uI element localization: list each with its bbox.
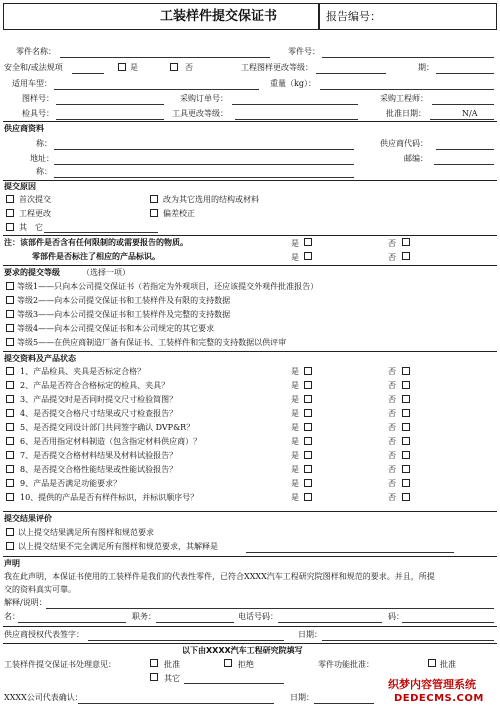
status-yes-label: 是 bbox=[291, 465, 299, 474]
status-yes-label: 是 bbox=[291, 423, 299, 432]
level4-checkbox[interactable] bbox=[6, 324, 14, 332]
form-title: 工装样件提交保证书 bbox=[160, 9, 278, 24]
status-yes-label: 是 bbox=[291, 451, 299, 460]
po-no-label: 采购订单号： bbox=[180, 94, 228, 103]
supplier-name2-field[interactable] bbox=[54, 177, 354, 178]
divider bbox=[3, 643, 497, 644]
drawing-no-field[interactable] bbox=[56, 104, 164, 105]
status-item-checkbox[interactable] bbox=[6, 493, 14, 501]
status-yes-label: 是 bbox=[291, 395, 299, 404]
disposition-reject-label: 拒绝 bbox=[238, 660, 254, 669]
status-yes-checkbox[interactable] bbox=[304, 381, 312, 389]
status-no-checkbox[interactable] bbox=[402, 451, 410, 459]
fax-field[interactable] bbox=[402, 622, 494, 623]
status-yes-checkbox[interactable] bbox=[304, 409, 312, 417]
reason-eng-change-label: 工程更改 bbox=[19, 209, 51, 218]
yes-label: 是 bbox=[291, 239, 299, 248]
status-no-label: 否 bbox=[388, 493, 396, 502]
postcode-field[interactable] bbox=[434, 164, 494, 165]
function-approval-label: 零件功能批准： bbox=[318, 660, 374, 669]
restricted-no-checkbox[interactable] bbox=[402, 238, 410, 246]
disposition-label: 工装样件提交保证书处理意见： bbox=[4, 660, 116, 669]
no-label: 否 bbox=[388, 253, 396, 262]
status-item-label: 5、是否提交同设计部门共同签字确认 DVP&R？ bbox=[20, 423, 195, 432]
watermark-url: DEDECMS.COM bbox=[394, 693, 484, 704]
supplier-name-field[interactable] bbox=[54, 149, 354, 150]
position-label: 职务： bbox=[132, 612, 156, 621]
fixture-no-field[interactable] bbox=[56, 119, 164, 120]
level3-label: 等级3——向本公司提交保证书和工装样件及完整的支持数据 bbox=[17, 310, 231, 319]
supplier-name-label: 称： bbox=[36, 139, 52, 148]
status-item-label: 2、产品是否符合合格标定的检具、夹具？ bbox=[20, 381, 170, 390]
reason-first-submit-label: 首次提交 bbox=[19, 195, 51, 204]
buyer-field[interactable] bbox=[432, 104, 494, 105]
status-item-checkbox[interactable] bbox=[6, 409, 14, 417]
yes-label: 是 bbox=[291, 253, 299, 262]
status-yes-checkbox[interactable] bbox=[304, 465, 312, 473]
status-yes-label: 是 bbox=[291, 437, 299, 446]
status-item-checkbox[interactable] bbox=[6, 395, 14, 403]
postcode-label: 邮编： bbox=[404, 154, 428, 163]
name-label: 名： bbox=[4, 612, 20, 621]
drawing-change-level-field[interactable] bbox=[316, 73, 386, 74]
status-yes-checkbox[interactable] bbox=[304, 493, 312, 501]
approval-date-field[interactable] bbox=[430, 119, 494, 120]
fax-label: 码： bbox=[388, 612, 404, 621]
address-field[interactable] bbox=[54, 164, 354, 165]
evaluation-pass-label: 以上提交结果满足所有图样和规范要求 bbox=[18, 528, 154, 537]
status-item-label: 1、产品检具、夹具是否标定合格？ bbox=[20, 367, 146, 376]
level5-checkbox[interactable] bbox=[6, 338, 14, 346]
status-no-checkbox[interactable] bbox=[402, 395, 410, 403]
supplier-heading: 供应商资料 bbox=[4, 124, 44, 133]
status-no-label: 否 bbox=[388, 479, 396, 488]
name-field[interactable] bbox=[18, 622, 126, 623]
phone-label: 电话号码： bbox=[238, 612, 278, 621]
watermark-text: 织梦内容管理系统 bbox=[388, 678, 476, 691]
divider bbox=[3, 351, 497, 352]
reason-first-submit-checkbox[interactable] bbox=[6, 195, 14, 203]
evaluation-heading: 提交结果评价 bbox=[4, 514, 52, 523]
safety-regs-line bbox=[72, 73, 104, 74]
disposition-other-label: 其它 bbox=[164, 674, 180, 683]
level1-label: 等级1——只向本公司提交保证书（若指定为外观项目，还应该提交外观件批准报告） bbox=[17, 282, 319, 291]
weight-field[interactable] bbox=[320, 89, 494, 90]
confirm-date-label: 日期： bbox=[290, 693, 314, 702]
rep-confirm-label: XXXX公司代表确认： bbox=[4, 693, 83, 702]
level-subheading: （选择一项） bbox=[82, 268, 130, 277]
status-item-label: 6、是否用指定材料制造（包含指定材料供应商）？ bbox=[20, 437, 202, 446]
explanation-label: 解释/说明： bbox=[4, 598, 47, 607]
status-item-checkbox[interactable] bbox=[6, 451, 14, 459]
reason-eng-change-checkbox[interactable] bbox=[6, 209, 14, 217]
fixture-no-label: 检具号： bbox=[22, 109, 54, 118]
disposition-reject-checkbox[interactable] bbox=[224, 659, 232, 667]
function-approve-label: 批准 bbox=[440, 660, 456, 669]
buyer-label: 采购工程师： bbox=[380, 94, 428, 103]
status-item-label: 4、是否提交合格尺寸结果或尺寸检查报告？ bbox=[20, 409, 178, 418]
reason-deviation-label: 偏差校正 bbox=[163, 209, 195, 218]
status-no-label: 否 bbox=[388, 367, 396, 376]
reason-other-label: 其 它 bbox=[19, 223, 43, 232]
no-label: 否 bbox=[388, 239, 396, 248]
date-field[interactable] bbox=[436, 73, 494, 74]
restricted-yes-checkbox[interactable] bbox=[304, 238, 312, 246]
disposition-approve-checkbox[interactable] bbox=[150, 659, 158, 667]
applicable-model-field[interactable] bbox=[54, 89, 259, 90]
status-yes-checkbox[interactable] bbox=[304, 437, 312, 445]
address-label: 地址： bbox=[30, 154, 54, 163]
po-no-field[interactable] bbox=[232, 104, 358, 105]
status-no-checkbox[interactable] bbox=[402, 423, 410, 431]
status-yes-label: 是 bbox=[291, 367, 299, 376]
status-heading: 提交资料及产品状态 bbox=[4, 354, 76, 363]
status-no-checkbox[interactable] bbox=[402, 437, 410, 445]
status-yes-label: 是 bbox=[291, 479, 299, 488]
declaration-text-line2: 交的资料真实可靠。 bbox=[4, 585, 76, 594]
status-yes-checkbox[interactable] bbox=[304, 395, 312, 403]
safety-regs-label: 安全和/或法规项 bbox=[4, 63, 63, 72]
evaluation-partial-checkbox[interactable] bbox=[6, 542, 14, 550]
function-approve-checkbox[interactable] bbox=[428, 659, 436, 667]
evaluation-partial-label: 以上提交结果不完全满足所有图样和规范要求，其解释是 bbox=[18, 542, 218, 551]
status-no-label: 否 bbox=[388, 395, 396, 404]
status-item-checkbox[interactable] bbox=[6, 381, 14, 389]
status-item-label: 3、产品提交时是否同时提交尺寸检验简图？ bbox=[20, 395, 178, 404]
evaluation-pass-checkbox[interactable] bbox=[6, 528, 14, 536]
status-item-label: 7、是否提交合格材料结果及材料试验报告？ bbox=[20, 451, 178, 460]
part-no-field[interactable] bbox=[322, 57, 494, 58]
status-no-checkbox[interactable] bbox=[402, 493, 410, 501]
confirm-date-field[interactable] bbox=[314, 703, 374, 704]
level2-checkbox[interactable] bbox=[6, 296, 14, 304]
status-no-checkbox[interactable] bbox=[402, 381, 410, 389]
reason-deviation-checkbox[interactable] bbox=[150, 209, 158, 217]
status-item-label: 10、提供的产品是否有样件标识，并标识顺序号？ bbox=[20, 493, 199, 502]
status-no-label: 否 bbox=[388, 381, 396, 390]
level5-label: 等级5——在供应商制造厂备有保证书、工装样件和完整的支持数据以供评审 bbox=[17, 338, 287, 347]
divider bbox=[3, 556, 497, 557]
tool-change-level-label: 工具更改等级： bbox=[172, 109, 228, 118]
safety-yes-checkbox[interactable] bbox=[118, 63, 126, 71]
declaration-text-line1: 我在此声明，本保证书使用的工装样件是我们的代表性零件，已符合XXXX汽车工程研究院图样和规范的要求。并且，所提 bbox=[4, 572, 435, 581]
reason-other-checkbox[interactable] bbox=[6, 223, 14, 231]
position-field[interactable] bbox=[156, 622, 234, 623]
status-yes-checkbox[interactable] bbox=[304, 451, 312, 459]
status-yes-checkbox[interactable] bbox=[304, 423, 312, 431]
disposition-other-checkbox[interactable] bbox=[150, 673, 158, 681]
status-no-label: 否 bbox=[388, 465, 396, 474]
supplier-code-field[interactable] bbox=[436, 149, 494, 150]
level4-label: 等级4——向本公司提交保证书和本公司规定的其它要求 bbox=[17, 324, 215, 333]
status-no-checkbox[interactable] bbox=[402, 465, 410, 473]
approval-date-label: 批准日期： bbox=[386, 109, 426, 118]
status-no-label: 否 bbox=[388, 437, 396, 446]
status-yes-label: 是 bbox=[291, 381, 299, 390]
phone-field[interactable] bbox=[278, 622, 382, 623]
status-yes-label: 是 bbox=[291, 409, 299, 418]
divider bbox=[3, 626, 497, 627]
signature-date-field[interactable] bbox=[322, 640, 494, 641]
report-no-label: 报告编号： bbox=[326, 10, 381, 23]
explanation-field[interactable] bbox=[46, 608, 494, 609]
drawing-no-label: 图样号： bbox=[22, 94, 54, 103]
institute-heading: 以下由XXXX汽车工程研究院填写 bbox=[182, 646, 303, 655]
level1-checkbox[interactable] bbox=[6, 282, 14, 290]
level3-checkbox[interactable] bbox=[6, 310, 14, 318]
tool-change-level-field[interactable] bbox=[235, 119, 358, 120]
status-item-checkbox[interactable] bbox=[6, 437, 14, 445]
divider bbox=[3, 235, 497, 236]
divider bbox=[3, 511, 497, 512]
disposition-approve-label: 批准 bbox=[164, 660, 180, 669]
supplier-code-label: 供应商代码： bbox=[380, 139, 428, 148]
declaration-heading: 声明 bbox=[4, 559, 20, 568]
status-no-label: 否 bbox=[388, 451, 396, 460]
part-name-label: 零件名称： bbox=[16, 47, 56, 56]
divider bbox=[3, 180, 497, 181]
safety-no-label: 否 bbox=[185, 63, 193, 72]
safety-yes-label: 是 bbox=[130, 63, 138, 72]
evaluation-explanation-field[interactable] bbox=[246, 552, 454, 553]
approval-date-value: N/A bbox=[462, 109, 478, 118]
safety-no-checkbox[interactable] bbox=[170, 63, 178, 71]
status-item-checkbox[interactable] bbox=[6, 423, 14, 431]
disposition-other-field[interactable] bbox=[184, 683, 284, 684]
status-item-label: 8、是否提交合格性能结果或性能试验报告？ bbox=[20, 465, 178, 474]
status-yes-label: 是 bbox=[291, 493, 299, 502]
authorized-rep-label: 供应商授权代表签字： bbox=[4, 630, 84, 639]
marking-note: 零部件是否标注了相应的产品标识。 bbox=[32, 252, 160, 261]
signature-date-label: 日期： bbox=[298, 630, 322, 639]
divider bbox=[3, 265, 497, 266]
status-item-checkbox[interactable] bbox=[6, 465, 14, 473]
status-item-checkbox[interactable] bbox=[6, 367, 14, 375]
status-no-checkbox[interactable] bbox=[402, 409, 410, 417]
status-no-checkbox[interactable] bbox=[402, 367, 410, 375]
supplier-name2-label: 称： bbox=[36, 167, 52, 176]
divider bbox=[3, 121, 497, 122]
status-item-label: 9、产品是否满足功能要求？ bbox=[20, 479, 122, 488]
status-item-checkbox[interactable] bbox=[6, 479, 14, 487]
status-no-label: 否 bbox=[388, 409, 396, 418]
marking-no-checkbox[interactable] bbox=[402, 252, 410, 260]
part-name-field[interactable] bbox=[60, 57, 270, 58]
date-label: 期： bbox=[418, 63, 434, 72]
level-heading: 要求的提交等级 bbox=[4, 268, 60, 277]
reason-alt-structure-checkbox[interactable] bbox=[150, 195, 158, 203]
reason-other-field[interactable] bbox=[44, 232, 158, 233]
level2-label: 等级2——向本公司提交保证书和工装样件及有限的支持数据 bbox=[17, 296, 231, 305]
marking-yes-checkbox[interactable] bbox=[304, 252, 312, 260]
drawing-change-level-label: 工程图样更改等级： bbox=[241, 63, 313, 72]
authorized-rep-signature-field[interactable] bbox=[88, 640, 284, 641]
rep-confirm-field[interactable] bbox=[78, 703, 274, 704]
submission-reason-heading: 提交原因 bbox=[4, 182, 36, 191]
status-no-label: 否 bbox=[388, 423, 396, 432]
status-no-checkbox[interactable] bbox=[402, 479, 410, 487]
applicable-model-label: 适用车型： bbox=[12, 79, 52, 88]
status-yes-checkbox[interactable] bbox=[304, 479, 312, 487]
restricted-substance-note: 注：该部件是否含有任何限制的或需要报告的物质。 bbox=[4, 238, 188, 247]
reason-alt-structure-label: 改为其它选用的结构或材料 bbox=[163, 195, 259, 204]
part-no-label: 零件号： bbox=[288, 47, 320, 56]
status-yes-checkbox[interactable] bbox=[304, 367, 312, 375]
weight-label: 重量（kg）： bbox=[270, 79, 316, 88]
